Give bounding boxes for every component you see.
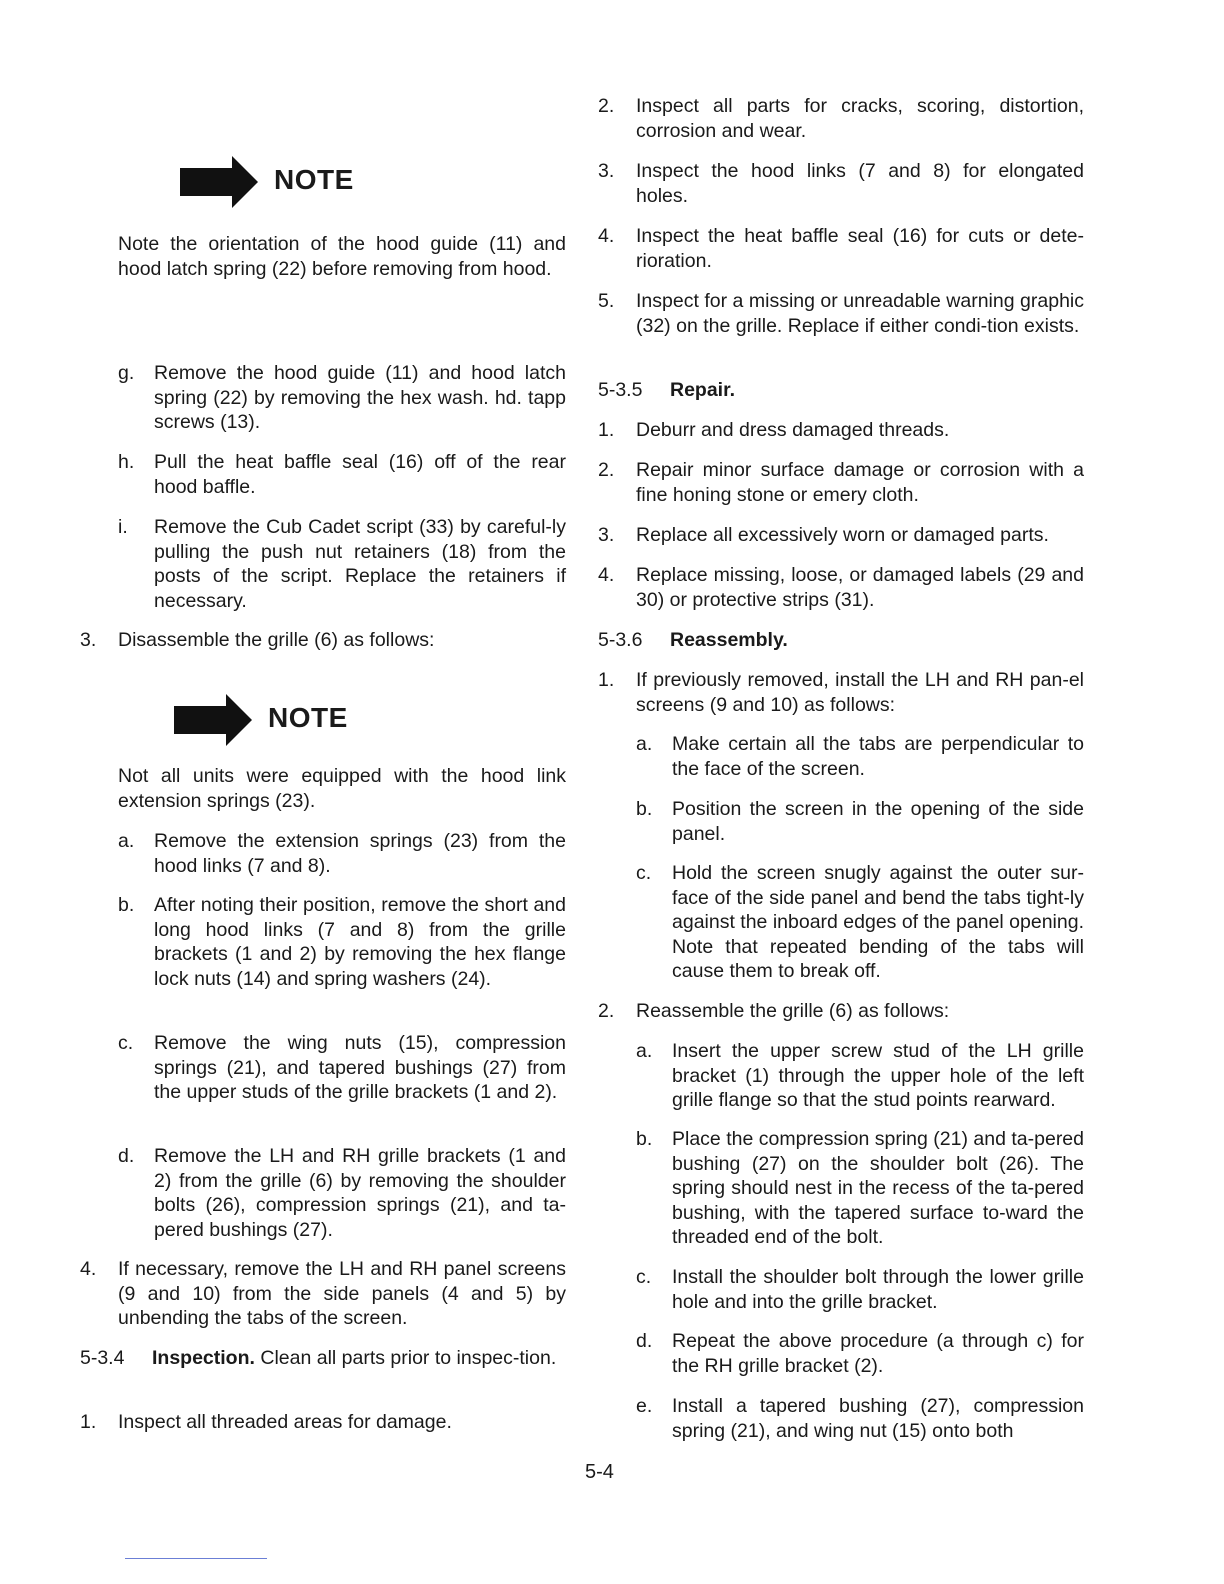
list-marker: g. — [118, 362, 135, 384]
list-text: Remove the LH and RH grille brackets (1 and 2) from the grille (6) by removing the shoulder bolts (26), compression springs (21), and ta-pered bushings (27). — [154, 1145, 566, 1241]
list-marker: b. — [636, 798, 653, 820]
section-number: 5-3.5 — [598, 379, 643, 401]
list-text: Hold the screen snugly against the outer sur-face of the side panel and bend the tabs tight-ly against the inboard edges of the panel opening. Note that repeated bending of the tabs will cause them to break off. — [672, 862, 1084, 982]
note-heading — [174, 692, 394, 748]
list-text: Insert the upper screw stud of the LH grille bracket (1) through the upper hole of the left grille flange so that the stud points rearward. — [672, 1040, 1084, 1111]
section-text: Clean all parts prior to inspec-tion. — [254, 1347, 557, 1369]
list-marker: d. — [118, 1145, 135, 1167]
list-text: Remove the extension springs (23) from the hood links (7 and 8). — [154, 830, 566, 877]
section-title: Repair. — [670, 379, 736, 401]
list-marker: c. — [636, 862, 652, 884]
section-inspection — [80, 1346, 566, 1371]
note-label: NOTE — [268, 702, 348, 733]
list-marker: 4. — [598, 225, 615, 247]
list-marker: h. — [118, 451, 135, 473]
list-marker: e. — [636, 1395, 653, 1417]
note-label: NOTE — [274, 164, 354, 195]
page-number: 5-4 — [585, 1461, 614, 1483]
list-marker: b. — [118, 894, 135, 916]
list-marker: 3. — [80, 629, 97, 651]
list-text: Position the screen in the opening of the side panel. — [672, 798, 1084, 845]
list-text: Place the compression spring (21) and ta-pered bushing (27) on the shoulder bolt (26). The spring should nest in the recess of the ta-pered bushing, with the tapered surface to-ward the threaded end of the bolt. — [672, 1128, 1084, 1248]
list-text: Install a tapered bushing (27), compression spring (21), and wing nut (15) onto both — [672, 1395, 1084, 1442]
arrow-right-icon — [180, 154, 260, 210]
divider — [125, 1558, 267, 1559]
list-marker: a. — [636, 733, 653, 755]
list-marker: 2. — [598, 1000, 615, 1022]
list-marker: 3. — [598, 524, 615, 546]
list-marker: a. — [118, 830, 135, 852]
arrow-right-icon — [174, 692, 254, 748]
list-text: Remove the Cub Cadet script (33) by careful-ly pulling the push nut retainers (18) from the posts of the script. Replace the retainers if necessary. — [154, 516, 566, 612]
list-text: Replace missing, loose, or damaged labels (29 and 30) or protective strips (31). — [636, 564, 1084, 611]
section-title: Reassembly. — [670, 629, 788, 651]
list-marker: 4. — [80, 1258, 97, 1280]
list-text: If necessary, remove the LH and RH panel screens (9 and 10) from the side panels (4 and 5) by unbending the tabs of the screen. — [118, 1258, 566, 1329]
section-title: Inspection. — [152, 1347, 255, 1369]
note-heading — [180, 154, 400, 210]
list-marker: 2. — [598, 459, 615, 481]
list-text: Inspect all threaded areas for damage. — [118, 1411, 452, 1433]
list-text: Reassemble the grille (6) as follows: — [636, 1000, 950, 1022]
list-text: Inspect all parts for cracks, scoring, distortion, corrosion and wear. — [636, 95, 1084, 142]
list-text: Make certain all the tabs are perpendicular to the face of the screen. — [672, 733, 1084, 780]
list-text: Remove the wing nuts (15), compression springs (21), and tapered bushings (27) from the upper studs of the grille brackets (1 and 2). — [154, 1032, 566, 1103]
list-text: Install the shoulder bolt through the lower grille hole and into the grille bracket. — [672, 1266, 1084, 1313]
note-text: Not all units were equipped with the hood link extension springs (23). — [118, 765, 566, 812]
list-text: Inspect the hood links (7 and 8) for elongated holes. — [636, 160, 1084, 207]
section-reassembly — [598, 628, 1084, 653]
list-marker: 2. — [598, 95, 615, 117]
list-text: Inspect the heat baffle seal (16) for cuts or dete-rioration. — [636, 225, 1084, 272]
list-marker: 3. — [598, 160, 615, 182]
list-marker: 5. — [598, 290, 615, 312]
list-text: Repair minor surface damage or corrosion with a fine honing stone or emery cloth. — [636, 459, 1084, 506]
list-text: Repeat the above procedure (a through c) for the RH grille bracket (2). — [672, 1330, 1084, 1377]
section-number: 5-3.4 — [80, 1347, 125, 1369]
list-marker: a. — [636, 1040, 653, 1062]
list-text: After noting their position, remove the short and long hood links (7 and 8) from the grille brackets (1 and 2) by removing the hex flange lock nuts (14) and spring washers (24). — [154, 894, 566, 990]
section-number: 5-3.6 — [598, 629, 643, 651]
list-marker: c. — [118, 1032, 134, 1054]
list-text: Disassemble the grille (6) as follows: — [118, 629, 435, 651]
list-text: If previously removed, install the LH and RH pan-el screens (9 and 10) as follows: — [636, 669, 1084, 716]
list-marker: b. — [636, 1128, 653, 1150]
list-text: Deburr and dress damaged threads. — [636, 419, 950, 441]
list-text: Replace all excessively worn or damaged parts. — [636, 524, 1049, 546]
list-marker: c. — [636, 1266, 652, 1288]
list-text: Remove the hood guide (11) and hood latch spring (22) by removing the hex wash. hd. tapp screws (13). — [154, 362, 566, 433]
list-marker: 4. — [598, 564, 615, 586]
list-text: Pull the heat baffle seal (16) off of the rear hood baffle. — [154, 451, 566, 498]
note-text: Note the orientation of the hood guide (11) and hood latch spring (22) before removing from hood. — [118, 233, 566, 280]
list-text: Inspect for a missing or unreadable warning graphic (32) on the grille. Replace if either condi-tion exists. — [636, 290, 1084, 337]
section-repair — [598, 378, 1084, 403]
list-marker: 1. — [598, 419, 615, 441]
list-marker: i. — [118, 516, 128, 538]
list-marker: 1. — [598, 669, 615, 691]
list-marker: d. — [636, 1330, 653, 1352]
list-marker: 1. — [80, 1411, 97, 1433]
